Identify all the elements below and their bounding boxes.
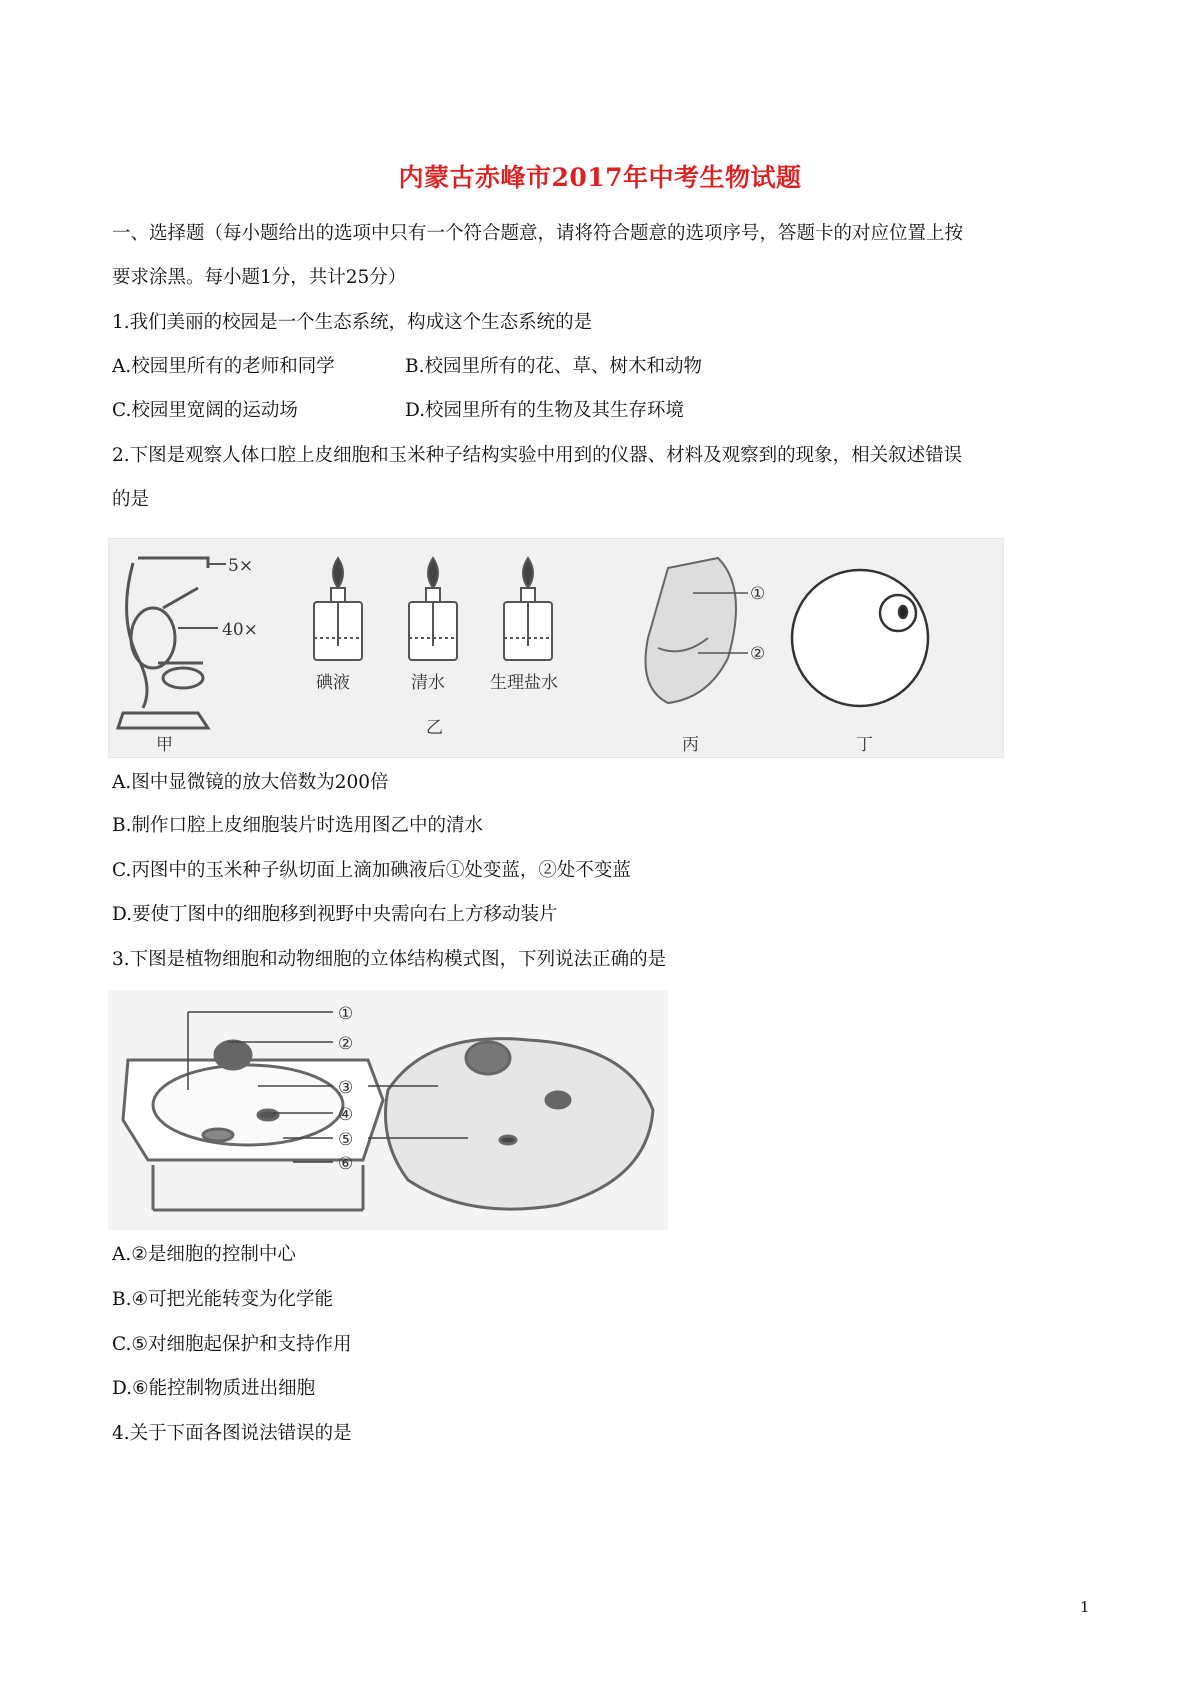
q2-figure [108, 538, 1004, 758]
q1-option-d: D.校园里所有的生物及其生存环境 [405, 400, 685, 421]
bottle-iodine-label: 碘液 [316, 673, 350, 693]
figure-yi-label: 乙 [426, 718, 443, 738]
q2-stem-line2: 的是 [112, 489, 150, 510]
bottle-saline-label: 生理盐水 [490, 673, 558, 693]
cell-marker-2: ② [338, 1034, 354, 1054]
eyepiece-label: 5× [228, 556, 254, 576]
q2-option-b: B.制作口腔上皮细胞装片时选用图乙中的清水 [112, 815, 483, 836]
page-number: 1 [1080, 1598, 1090, 1616]
q2-option-d: D.要使丁图中的细胞移到视野中央需向右上方移动装片 [112, 904, 558, 925]
q2-stem-line1: 2.下图是观察人体口腔上皮细胞和玉米种子结构实验中用到的仪器、材料及观察到的现象，相关叙述错误 [112, 445, 963, 466]
q3-stem: 3.下图是植物细胞和动物细胞的立体结构模式图，下列说法正确的是 [112, 949, 667, 970]
q1-option-b: B.校园里所有的花、草、树木和动物 [405, 356, 702, 377]
bottle-water-label: 清水 [411, 673, 445, 693]
seed-marker-1: ① [750, 584, 766, 604]
field-of-view-icon [792, 570, 928, 706]
section-heading-line1: 一、选择题（每小题给出的选项中只有一个符合题意，请将符合题意的选项序号，答题卡的对应位置上按 [112, 223, 964, 244]
figure-ding-label: 丁 [856, 735, 873, 755]
seed-marker-2: ② [750, 644, 766, 664]
q3-option-c: C.⑤对细胞起保护和支持作用 [112, 1334, 352, 1355]
q4-stem: 4.关于下面各图说法错误的是 [112, 1423, 352, 1444]
figure-bing-label: 丙 [682, 735, 699, 755]
cell-marker-3: ③ [338, 1078, 354, 1098]
q3-option-d: D.⑥能控制物质进出细胞 [112, 1378, 316, 1399]
cell-marker-5: ⑤ [338, 1130, 354, 1150]
page-title: 内蒙古赤峰市2017年中考生物试题 [398, 163, 802, 192]
objective-label: 40× [222, 620, 258, 640]
q1-stem: 1.我们美丽的校园是一个生态系统，构成这个生态系统的是 [112, 312, 593, 333]
q1-option-c: C.校园里宽阔的运动场 [112, 400, 298, 421]
cell-marker-6: ⑥ [338, 1154, 354, 1174]
q3-figure [108, 990, 668, 1230]
section-heading-line2: 要求涂黑。每小题1分，共计25分） [112, 267, 407, 288]
q3-option-a: A.②是细胞的控制中心 [112, 1244, 296, 1265]
cell-marker-4: ④ [338, 1105, 354, 1125]
q1-option-a: A.校园里所有的老师和同学 [112, 356, 335, 377]
cell-marker-1: ① [338, 1004, 354, 1024]
figure-jia-label: 甲 [156, 735, 173, 755]
q2-option-c: C.丙图中的玉米种子纵切面上滴加碘液后①处变蓝，②处不变蓝 [112, 860, 631, 881]
q2-option-a: A.图中显微镜的放大倍数为200倍 [112, 772, 389, 793]
q3-option-b: B.④可把光能转变为化学能 [112, 1289, 334, 1310]
